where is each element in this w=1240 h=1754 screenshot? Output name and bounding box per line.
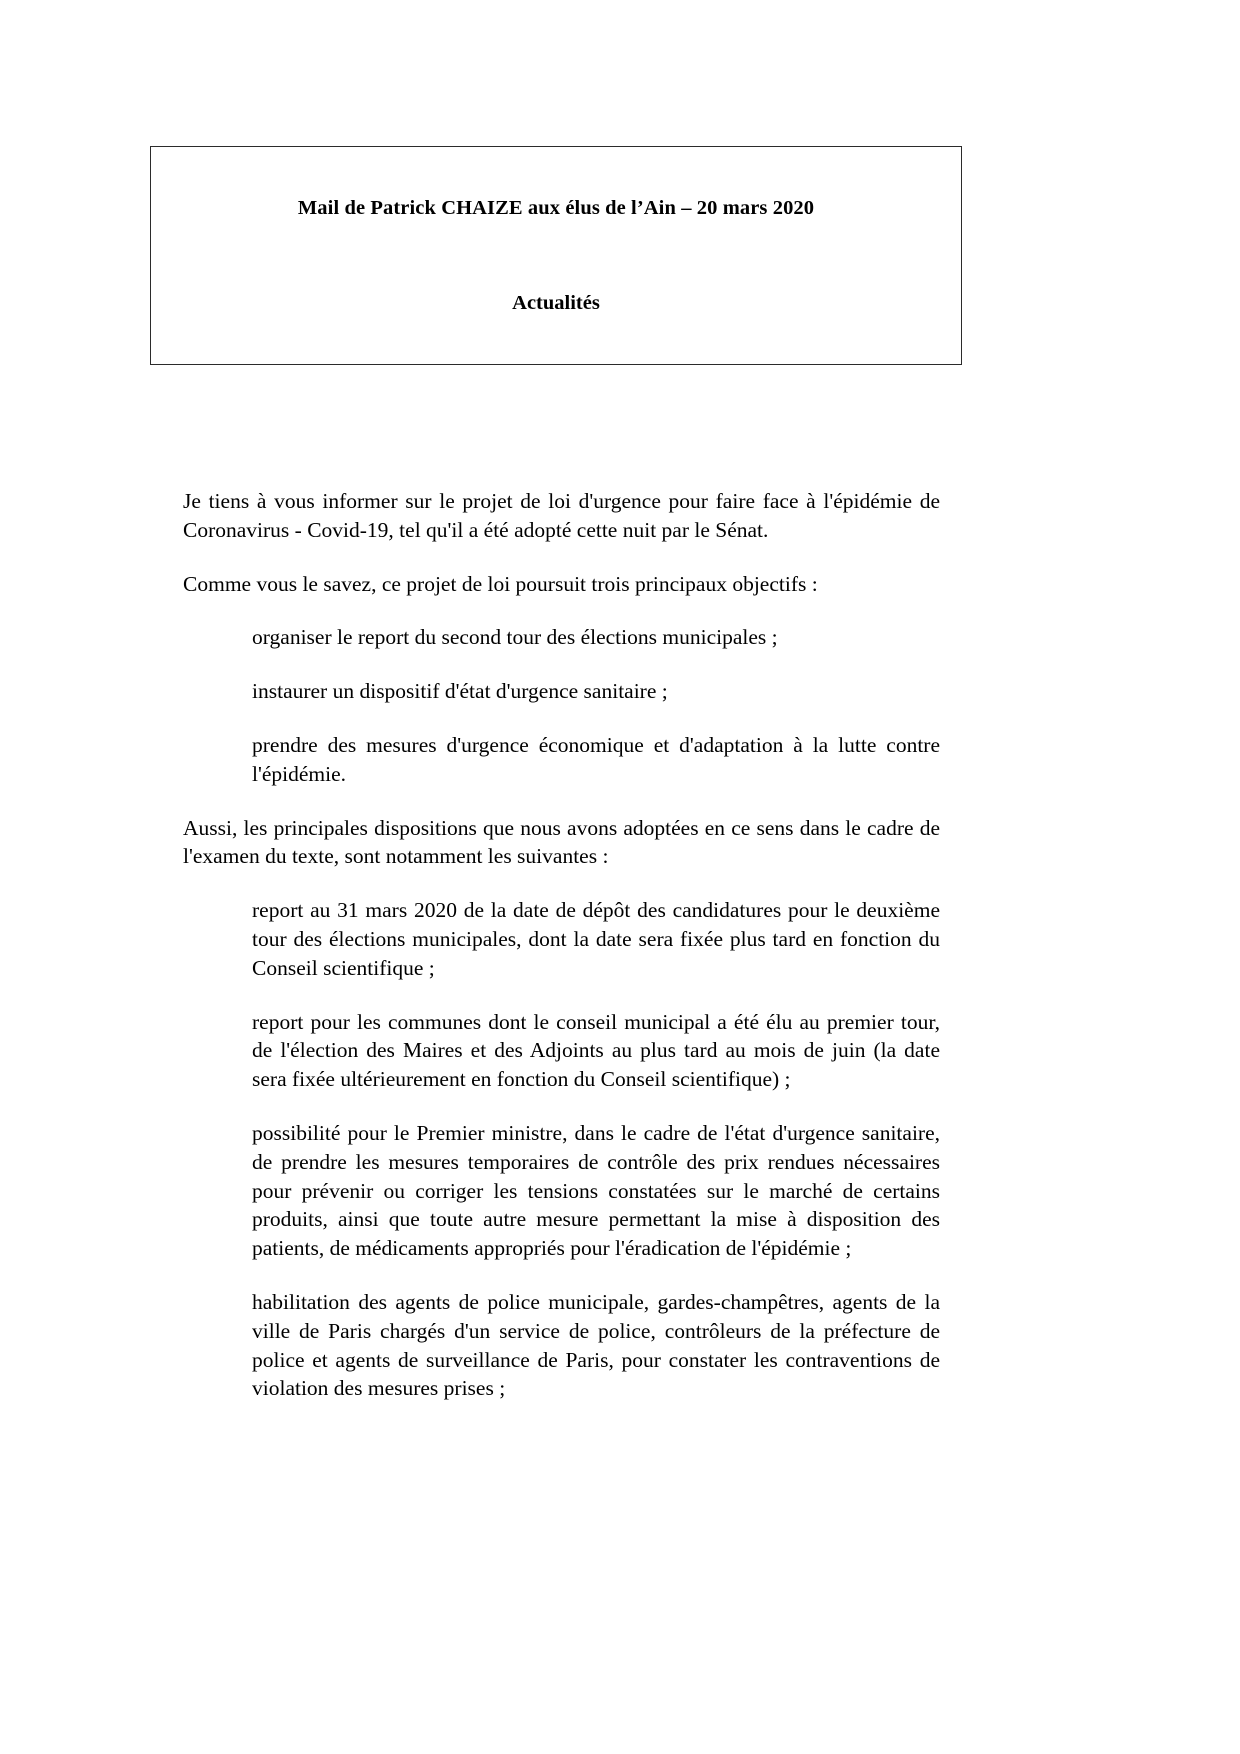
provision-item: report au 31 mars 2020 de la date de dépôt des candidatures pour le deuxième tour des élections municipales, dont la date sera fixée plus tard en fonction du Conseil scientifique ; xyxy=(252,898,940,980)
objective-item: organiser le report du second tour des élections municipales ; xyxy=(252,625,778,650)
document-body xyxy=(183,487,940,1403)
provisions-lead-paragraph: Aussi, les principales dispositions que nous avons adoptées en ce sens dans le cadre de l'examen du texte, sont notamment les suivantes : xyxy=(183,815,940,869)
provision-item: habilitation des agents de police municipale, gardes-champêtres, agents de la ville de Paris chargés d'un service de police, contrôleurs de la préfecture de police et agents de surveillance de Paris, pour constater les contraventions de violation des mesures prises ; xyxy=(252,1289,940,1401)
objectives-lead-paragraph: Comme vous le savez, ce projet de loi poursuit trois principaux objectifs : xyxy=(183,571,818,596)
intro-paragraph: Je tiens à vous informer sur le projet de loi d'urgence pour faire face à l'épidémie de Coronavirus - Covid-19, tel qu'il a été adopté cette nuit par le Sénat. xyxy=(183,489,940,542)
header-title-box xyxy=(150,146,962,365)
page-subtitle: Actualités xyxy=(512,292,600,314)
objective-item: instaurer un dispositif d'état d'urgence sanitaire ; xyxy=(252,679,668,704)
page-title: Mail de Patrick CHAIZE aux élus de l’Ain – 20 mars 2020 xyxy=(297,197,815,219)
provision-item: possibilité pour le Premier ministre, dans le cadre de l'état d'urgence sanitaire, de prendre les mesures temporaires de contrôle des prix rendues nécessaires pour prévenir ou corriger les tensions constatées sur le marché de certains produits, ainsi que toute autre mesure permettant la mise à disposition des patients, de médicaments appropriés pour l'éradication de l'épidémie ; xyxy=(252,1120,940,1261)
provision-item: report pour les communes dont le conseil municipal a été élu au premier tour, de l'élection des Maires et des Adjoints au plus tard au mois de juin (la date sera fixée ultérieurement en fonction du Conseil scientifique) ; xyxy=(252,1009,940,1092)
objective-item: prendre des mesures d'urgence économique et d'adaptation à la lutte contre l'épidémie. xyxy=(252,732,940,786)
